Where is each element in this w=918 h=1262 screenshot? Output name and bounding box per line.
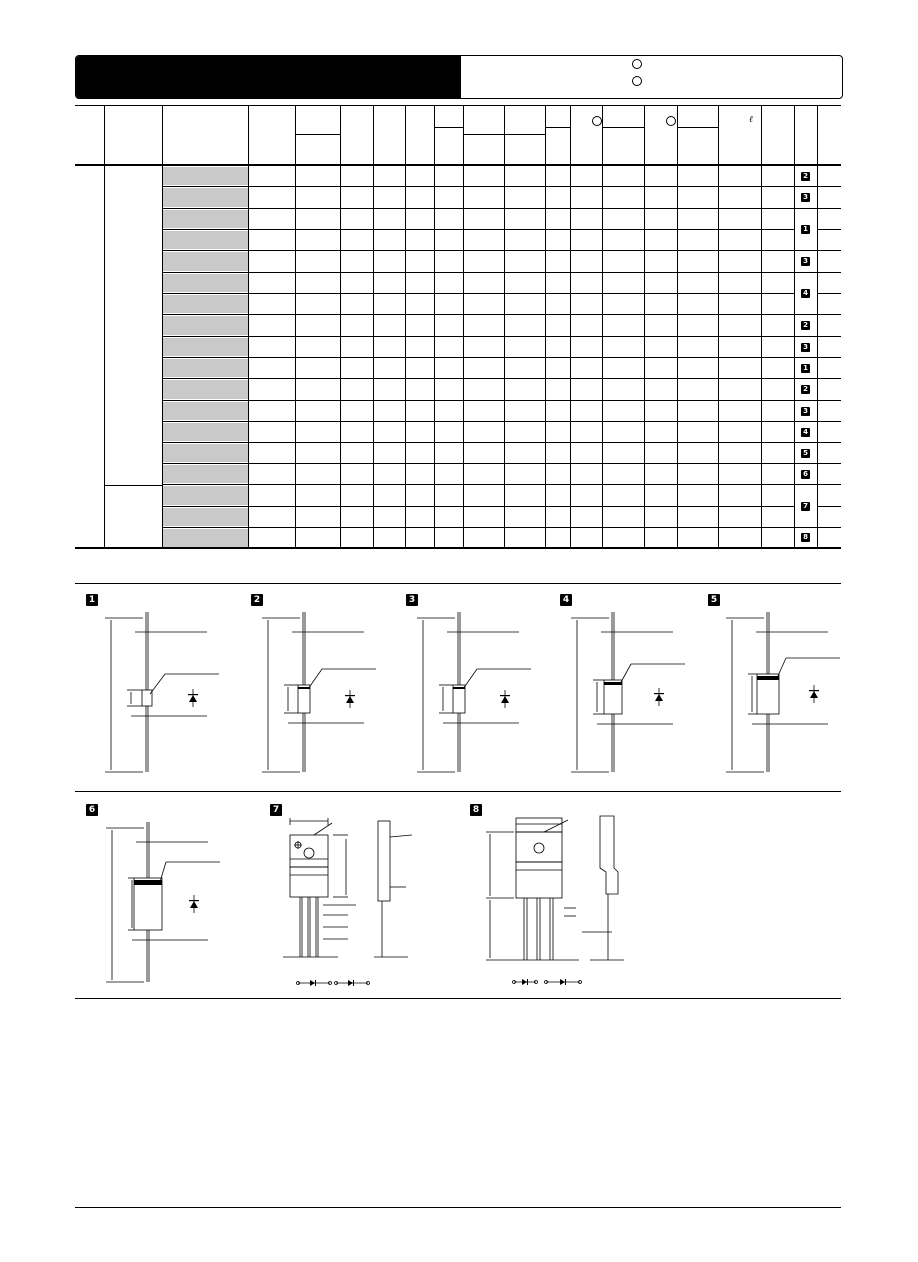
header-column-divider: [248, 105, 249, 165]
outline-badge: 1: [801, 225, 810, 234]
row-rule: [162, 400, 794, 401]
diode-body: [604, 680, 622, 714]
part-number-cell: [163, 423, 248, 441]
row-rule: [162, 442, 794, 443]
row-rule-badge-col: [794, 378, 841, 379]
outline-badge: 2: [801, 385, 810, 394]
outline-badge: 3: [801, 343, 810, 352]
drawing-badge-3: 3: [406, 594, 418, 606]
axial-diode-drawing-2: [262, 610, 382, 780]
outline-badge: 1: [801, 364, 810, 373]
row-rule: [162, 293, 794, 294]
header-subrule: [295, 134, 340, 135]
page-footer-rule: [75, 1207, 841, 1208]
diode-symbol-bar: [809, 690, 819, 691]
header-column-divider: [545, 105, 546, 165]
cathode-band: [757, 676, 779, 680]
diode-symbol: [655, 694, 663, 701]
header-column-divider: [602, 105, 603, 165]
group-split-rule: [104, 485, 162, 486]
part-number-cell: [163, 231, 248, 249]
header-column-divider: [570, 105, 571, 165]
part-number-cell: [163, 444, 248, 462]
cathode-band: [134, 880, 162, 885]
header-column-divider: [340, 105, 341, 165]
diode-symbol-bar: [345, 695, 355, 696]
outline-badge: 3: [801, 257, 810, 266]
part-number-cell: [163, 486, 248, 505]
header-column-divider: [644, 105, 645, 165]
part-number-cell: [163, 295, 248, 313]
header-circle-symbol: [666, 116, 676, 126]
axial-diode-drawing-1: [105, 610, 225, 780]
row-rule-badge-col: [794, 208, 841, 209]
row-rule: [162, 484, 794, 485]
diode-body: [134, 878, 162, 930]
header-column-divider: [104, 105, 105, 165]
part-number-cell: [163, 380, 248, 399]
diode-symbol-bar: [188, 694, 198, 695]
row-rule: [162, 229, 794, 230]
header-column-divider: [794, 105, 795, 165]
row-rule-badge-col: [817, 293, 841, 294]
header-column-divider: [504, 105, 505, 165]
group-column-divider: [104, 166, 105, 548]
part-number-cell: [163, 529, 248, 547]
diode-symbol-bar: [500, 695, 510, 696]
axial-diode-drawing-6: [106, 820, 236, 990]
header-column-divider: [295, 105, 296, 165]
header-column-divider: [434, 105, 435, 165]
diode-body: [298, 685, 310, 713]
header-subrule: [545, 127, 570, 128]
part-number-cell: [163, 167, 248, 185]
header-column-divider: [761, 105, 762, 165]
header-column-divider: [817, 105, 818, 165]
outline-badge: 8: [801, 533, 810, 542]
diode-symbol: [346, 696, 354, 703]
row-rule-badge-col: [794, 463, 841, 464]
diode-symbol: [501, 696, 509, 703]
row-rule: [162, 272, 794, 273]
row-rule-badge-col: [794, 357, 841, 358]
row-rule-badge-col: [794, 336, 841, 337]
to220-package-drawing-7: [278, 815, 428, 995]
row-rule-badge-col: [794, 484, 841, 485]
row-rule-badge-col: [794, 527, 841, 528]
header-column-divider: [677, 105, 678, 165]
row-rule-badge-col: [794, 314, 841, 315]
outline-badge: 4: [801, 289, 810, 298]
row-rule-badge-col: [794, 186, 841, 187]
header-circle-symbol: [592, 116, 602, 126]
drawing-badge-8: 8: [470, 804, 482, 816]
part-number-cell: [163, 252, 248, 271]
drawing-badge-2: 2: [251, 594, 263, 606]
row-rule: [162, 527, 794, 528]
row-rule: [162, 186, 794, 187]
row-rule: [162, 506, 794, 507]
outline-badge: 4: [801, 428, 810, 437]
outline-badge: 2: [801, 172, 810, 181]
cathode-band: [453, 687, 465, 689]
drawing-badge-7: 7: [270, 804, 282, 816]
diode-symbol: [189, 695, 197, 702]
part-number-cell: [163, 359, 248, 377]
row-rule: [162, 336, 794, 337]
diode-symbol-bar: [654, 693, 664, 694]
part-number-cell: [163, 274, 248, 292]
part-number-cell: [163, 465, 248, 483]
header-subrule: [602, 127, 644, 128]
row-rule: [162, 463, 794, 464]
header-circle-marker-2: [632, 76, 642, 86]
part-number-cell: [163, 188, 248, 207]
axial-diode-drawing-3: [417, 610, 537, 780]
part-number-cell: [163, 210, 248, 228]
to3p-package-drawing-8: [484, 812, 644, 992]
header-subrule: [434, 127, 463, 128]
drawings-mid-rule: [75, 791, 841, 792]
diode-symbol-bar: [189, 900, 199, 901]
diode-symbol: [190, 901, 198, 908]
row-rule: [162, 378, 794, 379]
header-column-divider: [373, 105, 374, 165]
table-top-rule: [75, 105, 841, 106]
drawings-bottom-rule: [75, 998, 841, 999]
drawings-top-rule: [75, 583, 841, 584]
header-title-block: [76, 56, 461, 98]
row-rule: [162, 208, 794, 209]
header-column-divider: [718, 105, 719, 165]
header-bar: [75, 55, 843, 99]
drawing-badge-1: 1: [86, 594, 98, 606]
part-number-cell: [163, 508, 248, 526]
diode-symbol: [810, 691, 818, 698]
cathode-band: [604, 682, 622, 685]
axial-diode-drawing-5: [726, 610, 846, 780]
row-rule-badge-col: [817, 506, 841, 507]
row-rule: [162, 357, 794, 358]
outline-badge: 6: [801, 470, 810, 479]
outline-badge: 7: [801, 502, 810, 511]
row-rule: [162, 421, 794, 422]
row-rule-badge-col: [817, 229, 841, 230]
row-rule-badge-col: [794, 421, 841, 422]
drawing-badge-4: 4: [560, 594, 572, 606]
outline-badge: 5: [801, 449, 810, 458]
cathode-band: [298, 687, 310, 689]
header-circle-marker-1: [632, 59, 642, 69]
row-rule: [162, 314, 794, 315]
header-column-divider: [463, 105, 464, 165]
row-rule-badge-col: [794, 272, 841, 273]
row-rule-badge-col: [794, 400, 841, 401]
part-number-cell: [163, 402, 248, 420]
outline-badge: 3: [801, 193, 810, 202]
row-rule-badge-col: [794, 250, 841, 251]
diode-body: [453, 685, 465, 713]
part-number-cell: [163, 316, 248, 335]
axial-diode-drawing-4: [571, 610, 691, 780]
diode-body: [142, 690, 152, 706]
drawing-badge-6: 6: [86, 804, 98, 816]
outline-badge: 3: [801, 407, 810, 416]
header-column-divider: [162, 105, 163, 165]
drawing-badge-5: 5: [708, 594, 720, 606]
row-rule: [162, 250, 794, 251]
table-header-rule: [75, 164, 841, 166]
outline-badge: 2: [801, 321, 810, 330]
row-rule-badge-col: [794, 442, 841, 443]
part-number-cell: [163, 338, 248, 356]
header-subrule: [677, 127, 718, 128]
header-column-divider: [405, 105, 406, 165]
table-bottom-rule: [75, 547, 841, 549]
length-symbol: ℓ: [749, 115, 753, 125]
